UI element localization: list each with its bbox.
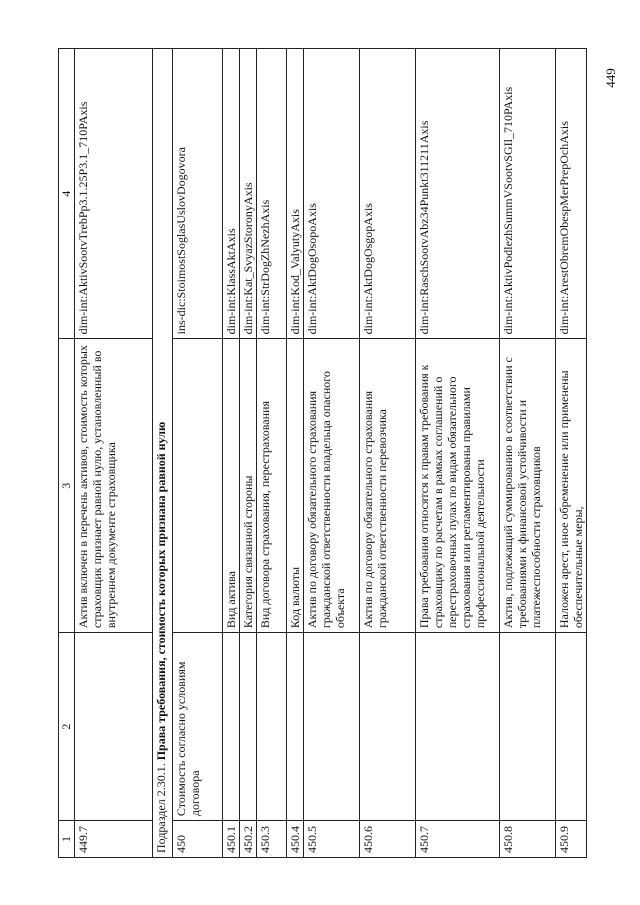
row-code-cell: 450.3 — [257, 821, 287, 858]
row-axis-cell: dim-int:Kat_SvyazStoronyAxis — [240, 49, 257, 339]
table-row — [500, 49, 556, 858]
row-code-cell: 449.7 — [75, 821, 153, 858]
page-number: 449 — [602, 68, 618, 88]
subsection-cell — [153, 49, 173, 858]
row-axis-cell: dim-int:StrDogZhNezhAxis — [257, 49, 287, 339]
row-description-cell: Права требования относятся к правам требования к страховщику по расчетам в рамках соглашений о перестраховочных пулах по видам обязательного страхования или регламентированы правилами профессиональной деятельности — [416, 339, 500, 633]
column-header: 2 — [59, 633, 75, 821]
row-name-cell — [257, 633, 287, 821]
column-header: 3 — [59, 339, 75, 633]
row-description-cell: Актив по договору обязательного страхования гражданской ответственности владельца опасного объекта — [304, 339, 360, 633]
row-code-cell: 450.9 — [556, 821, 587, 858]
row-code-cell: 450.5 — [304, 821, 360, 858]
row-name-cell — [500, 633, 556, 821]
table-row — [240, 49, 257, 858]
table-row — [75, 49, 153, 858]
row-code-cell: 450.6 — [360, 821, 416, 858]
subsection-row — [153, 49, 173, 858]
subsection-prefix: Подраздел 2.30.1. — [154, 763, 168, 853]
row-description-cell: Актив, подлежащий суммированию в соответствии с требованиями к финансовой устойчивости и платежеспособности страховщиков — [500, 339, 556, 633]
column-header-row — [59, 49, 75, 858]
row-name-cell — [304, 633, 360, 821]
row-description-cell: Наложен арест, иное обременение или применены обеспечительные меры, — [556, 339, 587, 633]
row-axis-cell: dim-int:RaschSootvAbz34Punkt311211Axis — [416, 49, 500, 339]
row-axis-cell: dim-int:AktivPodlezhSummVSootvSGIl_710PAxis — [500, 49, 556, 339]
row-name-cell: Стоимость согласно условиям договора — [173, 633, 223, 821]
row-description-cell: Актив включен в перечень активов, стоимость которых страховщик признает равной нулю, установленный во внутреннем документе страховщика — [75, 339, 153, 633]
column-header: 4 — [59, 49, 75, 339]
row-name-cell — [287, 633, 304, 821]
row-description-cell: Категория связанной стороны — [240, 339, 257, 633]
table-row — [556, 49, 587, 858]
data-table — [58, 48, 587, 858]
row-axis-cell: dim-int:AktivSootvTrebPp3.1.25P3.1_710PAxis — [75, 49, 153, 339]
row-axis-cell: dim-int:AktDogOsgopAxis — [360, 49, 416, 339]
row-axis-cell: ins-dic:StoimostSoglasUslovDogovora — [173, 49, 223, 339]
row-description-cell: Вид актива — [223, 339, 240, 633]
column-header: 1 — [59, 821, 75, 858]
row-code-cell: 450.7 — [416, 821, 500, 858]
table-row — [416, 49, 500, 858]
table-row — [287, 49, 304, 858]
row-description-cell: Код валюты — [287, 339, 304, 633]
row-code-cell: 450.8 — [500, 821, 556, 858]
row-name-cell — [416, 633, 500, 821]
row-code-cell: 450.2 — [240, 821, 257, 858]
row-description-cell: Актив по договору обязательного страхования гражданской ответственности перевозчика — [360, 339, 416, 633]
row-code-cell: 450.1 — [223, 821, 240, 858]
row-description-cell — [173, 339, 223, 633]
row-description-cell: Вид договора страхования, перестрахования — [257, 339, 287, 633]
table-row — [360, 49, 416, 858]
row-name-cell — [556, 633, 587, 821]
table-row — [223, 49, 240, 858]
row-code-cell: 450.4 — [287, 821, 304, 858]
row-axis-cell: dim-int:KlassAktAxis — [223, 49, 240, 339]
table-body — [75, 49, 587, 858]
table-row — [257, 49, 287, 858]
rotated-page — [58, 48, 598, 858]
row-axis-cell: dim-int:Kod_ValyutyAxis — [287, 49, 304, 339]
row-code-cell: 450 — [173, 821, 223, 858]
row-name-cell — [360, 633, 416, 821]
table-row — [173, 49, 223, 858]
row-name-cell — [240, 633, 257, 821]
table-row — [304, 49, 360, 858]
row-name-cell — [75, 633, 153, 821]
row-axis-cell: dim-int:AktDogOsopoAxis — [304, 49, 360, 339]
subsection-title: Права требования, стоимость которых признана равной нулю — [154, 421, 168, 761]
row-name-cell — [223, 633, 240, 821]
row-axis-cell: dim-int:ArestObremObespMerPrepOchAxis — [556, 49, 587, 339]
